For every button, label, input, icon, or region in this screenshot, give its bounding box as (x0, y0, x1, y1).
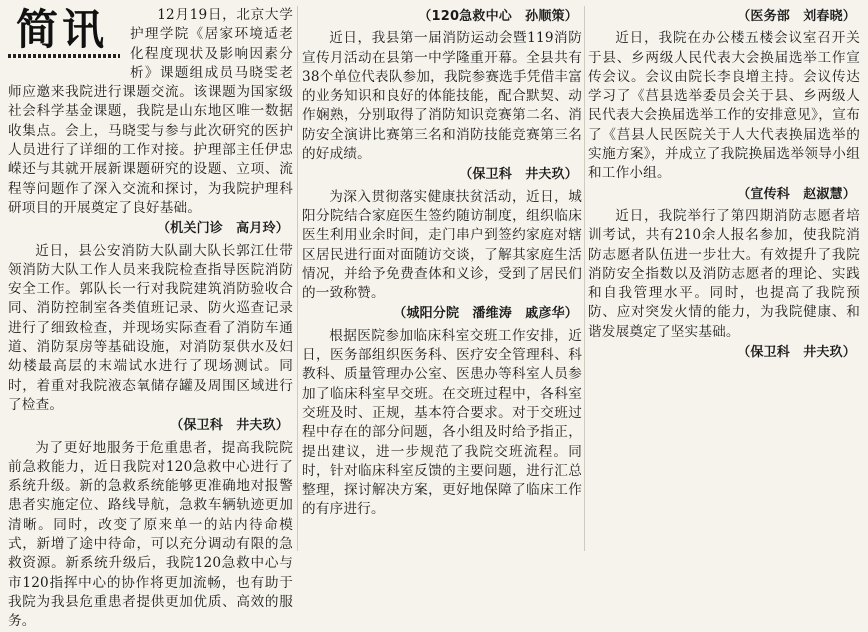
news-item-5-byline: （城阳分院 潘维涛 戚彦华） (393, 306, 578, 322)
column-divider (584, 6, 585, 551)
news-item-8-text: 近日，我院举行了第四期消防志愿者培训考试，共有210余人报名参加，使我院消防志愿者队伍进一步壮大。有效提升了我院消防安全指数以及消防志愿者的理论、实践和自我管理水平。同时，也提高了我院预防、应对突发火情的能力，为我院健康、和谐发展奠定了坚实基础。 (588, 207, 860, 340)
news-item-8-byline: （保卫科 井夫玖） (737, 345, 856, 361)
column-3 (588, 6, 860, 557)
news-item-4-text: 近日，我县第一届消防运动会暨119消防宣传月活动在县第一中学隆重开幕。全县共有38个单位代表队参加，我院参赛选手凭借丰富的业务知识和良好的体能技能，配合默契、动作娴熟，分别取得了消防知识竞赛第二名、消防安全演讲比赛第三名和消防技能竞赛第三名的好成绩。 (302, 30, 582, 163)
column-2 (302, 6, 582, 557)
column-heading (8, 6, 120, 62)
column-title: 简讯 (16, 5, 109, 54)
column-1 (8, 5, 293, 630)
news-item-2-text: 近日，县公安消防大队副大队长郭江仕带领消防大队工作人员来我院检查指导医院消防安全工作。郭队长一行对我院建筑消防验收合同、消防控制室各类值班记录、防火巡查记录进行了细致检查，并现场实际查看了消防车通道、消防泵房等基础设施，对消防泵供水及妇幼楼最高层的末端试水进行了现场测试。同时，着重对我院液态氧储存罐及周围区域进行了检查。 (8, 242, 293, 413)
news-item-1-byline: （机关门诊 高月玲） (156, 221, 289, 237)
news-item-6-byline: （医务部 刘春晓） (737, 9, 856, 24)
news-item-7-byline: （宣传科 赵淑慧） (737, 186, 856, 202)
news-item-3-text: 为了更好地服务于危重患者，提高我院院前急救能力，近日我院对120急救中心进行了系统升级。新的急救系统能够更准确地对报警患者实施定位、路线导航，急救车辆轨迹更加清晰。同时，改变了原来单一的站内待命模式，新增了途中待命，可以充分调动有限的急救资源。新系统升级后，我院120急救中心与市120指挥中心的协作将更加流畅，也有助于我院为我县危重患者提供更加优质、高效的服务。 (8, 439, 293, 630)
news-item-1-text: 12月19日，北京大学护理学院《居家环境适老化程度现状及影响因素分析》课题组成员马晓雯老师应邀来我院进行课题交流。该课题为国家级社会科学基金课题，我院是山东地区唯一数据收集点。会上，马晓雯与参与此次研究的医护人员进行了详细的工作对接。护理部主任伊忠嵘还与其就开展新课题研究的设题、立项、流程等问题作了深入交流和探讨，为我院护理科研项目的开展奠定了良好基础。 (8, 7, 293, 216)
news-item-2-byline: （保卫科 井夫玖） (170, 418, 289, 434)
news-item-6-text: 根据医院参加临床科室交班工作安排，近日，医务部组织医务科、医疗安全管理科、科教科、质量管理办公室、医患办等科室人员参加了临床科室早交班。在交班过程中，各科室交班及时、正规，基本符合要求。对于交班过程中存在的部分问题，各小组及时给予指正，提出建议，进一步规范了我院交班流程。同时，针对临床科室反馈的主要问题，进行汇总整理，探讨解决方案，更好地保障了临床工作的有序进行。 (302, 327, 582, 518)
column-divider (297, 6, 298, 551)
news-item-3-byline: （120急救中心 孙顺策） (418, 9, 578, 24)
news-item-5-text: 为深入贯彻落实健康扶贫活动，近日，城阳分院结合家庭医生签约随访制度，组织临床医生利用业余时间，走门串户到签约家庭对辖区居民进行面对面随访交谈，了解其家庭生活情况，并给予免费查体和义诊，受到了居民们的一致称赞。 (302, 188, 582, 302)
heading-underline (8, 54, 120, 58)
news-item-7-text: 近日，我院在办公楼五楼会议室召开关于县、乡两级人民代表大会换届选举工作宣传会议。会议由院长李良增主持。会议传达学习了《莒县选举委员会关于县、乡两级人民代表大会换届选举工作的安排意见》，宣布了《莒县人民医院关于人大代表换届选举的实施方案》，并成立了我院换届选举领导小组和工作小组。 (588, 30, 860, 182)
news-item-4-byline: （保卫科 井夫玖） (459, 167, 578, 183)
